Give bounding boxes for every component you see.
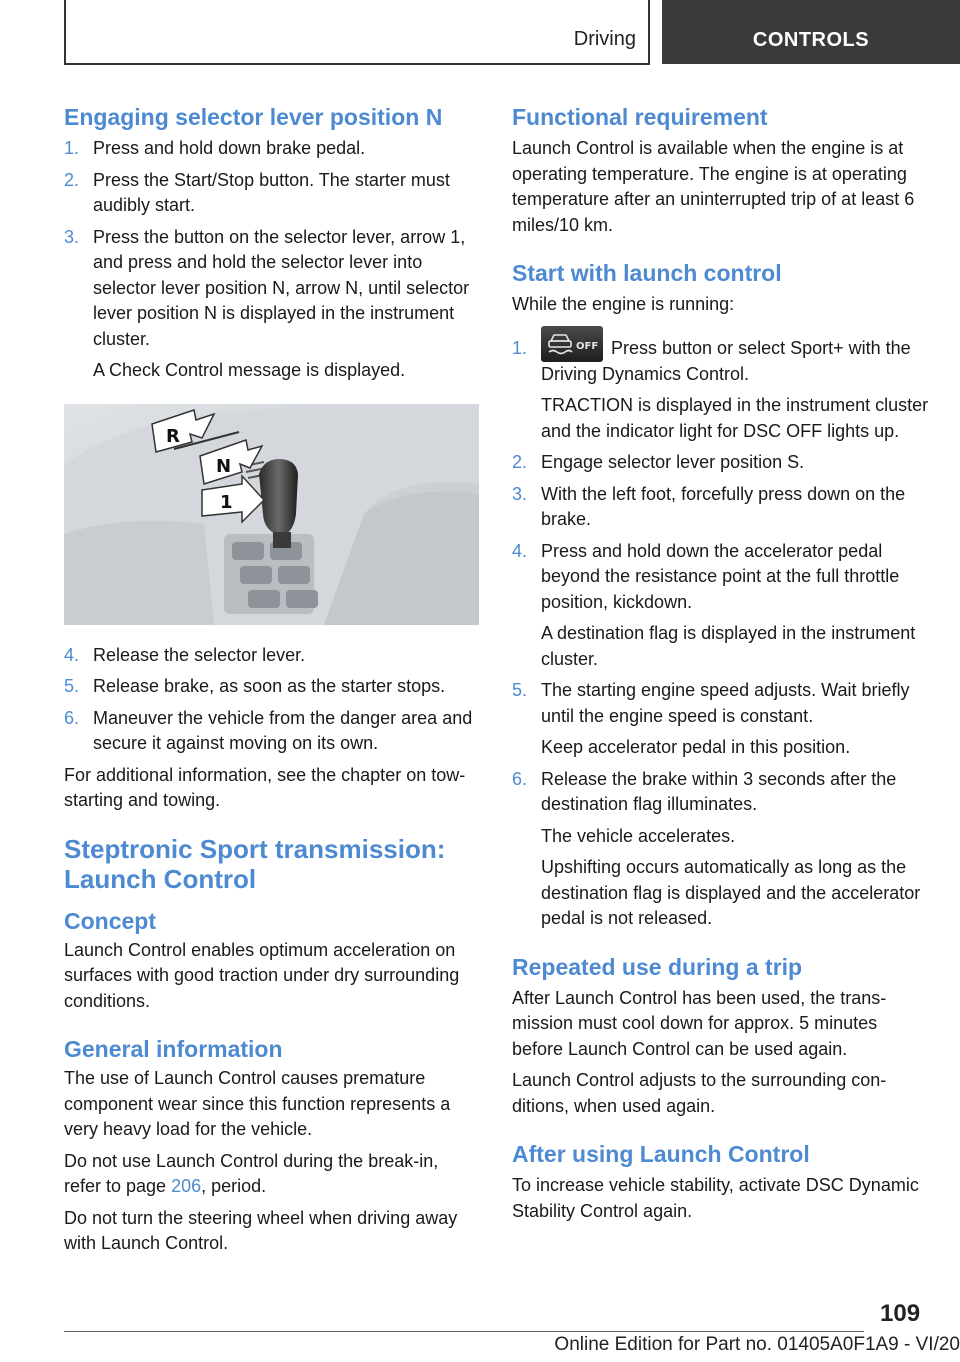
page-link[interactable]: 206	[171, 1176, 202, 1196]
paragraph-general-3: Do not turn the steering wheel when driving away with Launch Control.	[64, 1207, 458, 1253]
list-item: 1. Press and hold down brake pedal.	[64, 138, 366, 158]
steps-engaging-n	[64, 136, 479, 384]
dsc-off-button-icon	[541, 326, 603, 362]
right-column	[512, 102, 930, 1230]
heading-after-launch-control: After using Launch Control	[512, 1141, 810, 1168]
page-number: 109	[880, 1300, 921, 1327]
steps-launch-control	[512, 336, 930, 932]
heading-start-launch-control: Start with launch control	[512, 260, 782, 286]
list-item: 4. Release the selector lever.	[64, 644, 306, 665]
selector-lever-figure	[64, 404, 479, 625]
selector-lever-illustration	[64, 404, 479, 625]
list-item: 3. With the left foot, forcefully press down on the brake.	[512, 483, 906, 530]
svg-text:1: 1	[220, 491, 233, 513]
paragraph-concept: Launch Control enables optimum acceleration on surfaces with good traction under dry surrounding conditions.	[64, 939, 460, 1011]
lever-base	[273, 532, 291, 548]
paragraph-functional: Launch Control is available when the engine is at operating temperature. The engine is at operating temperature after an uninterrupted trip of at least 6 miles/10 km.	[512, 138, 915, 235]
paragraph-general-1: The use of Launch Control causes premature component wear since this function represents a very heavy load for the vehicle.	[64, 1068, 451, 1139]
footer-edition: Online Edition for Part no. 01405A0F1A9 - VI/20	[554, 1334, 960, 1355]
footer-rule	[64, 1331, 864, 1332]
list-item: 3. Press the button on the selector lever, arrow 1, and press and hold the selector lever into selector lever position N, arrow N, until selector lever position N is displayed in the instrument cluster. A Check Control message is displayed.	[64, 226, 470, 380]
button-panel	[224, 534, 318, 614]
heading-steptronic-launch-control: Steptronic Sport transmission: Launch Control	[64, 833, 446, 894]
svg-text:OFF: OFF	[576, 340, 599, 352]
paragraph-start: While the engine is running:	[512, 294, 735, 314]
paragraph-repeated-1: After Launch Control has been used, the transmission must cool down for approx. 5 minutes before Launch Control can be used again.	[512, 987, 887, 1059]
list-item: 5. The starting engine speed adjusts. Wait briefly until the engine speed is constant. Keep accelerator pedal in this position.	[512, 680, 910, 758]
heading-general-information: General information	[64, 1036, 283, 1062]
header-separator	[648, 0, 650, 64]
header-left-rule	[64, 0, 66, 64]
list-item: 4. Press and hold down the accelerator pedal beyond the resistance point at the full throttle position, kickdown. A destination flag is displayed in the instrument cluster.	[512, 540, 916, 669]
paragraph-after: To increase vehicle stability, activate DSC Dynamic Stability Control again.	[512, 1175, 919, 1221]
selector-lever	[259, 459, 298, 534]
header-chapter-tab: CONTROLS	[662, 0, 960, 64]
heading-concept: Concept	[64, 907, 156, 934]
steps-release	[64, 643, 479, 757]
heading-functional-requirement: Functional requirement	[512, 104, 768, 130]
paragraph-additional-info: For additional information, see the chapter on tow-starting and towing.	[64, 764, 466, 810]
list-item: 5. Release brake, as soon as the starter stops.	[64, 676, 446, 696]
list-item: 6. Maneuver the vehicle from the danger area and secure it against moving on its own.	[64, 707, 473, 753]
paragraph-repeated-2: Launch Control adjusts to the surrounding conditions, when used again.	[512, 1070, 887, 1116]
header-bottom-rule	[64, 63, 650, 65]
list-item: 1. OFF Press button or select Sport+ with the Driving Dynamics Control. TRACTION is displayed in the instrument cluster and the indicator light for DSC OFF lights up.	[512, 336, 930, 445]
list-item: 2. Engage selector lever position S.	[512, 452, 805, 473]
heading-repeated-use: Repeated use during a trip	[512, 953, 803, 980]
svg-text:N: N	[216, 455, 232, 477]
list-item: 2. Press the Start/Stop button. The starter must audibly start.	[64, 169, 450, 215]
side-panel	[64, 520, 214, 624]
left-column	[64, 102, 479, 1263]
svg-text:R: R	[166, 425, 180, 447]
header-section: Driving	[573, 28, 636, 50]
paragraph-general-2: Do not use Launch Control during the break-in, refer to page 206, period.	[64, 1150, 439, 1196]
list-item: 6. Release the brake within 3 seconds after the destination flag illuminates. The vehicle accelerates. Upshifting occurs automatically as long as the destination flag is displayed and the accelerator pedal is not released.	[512, 768, 921, 929]
heading-engaging-n: Engaging selector lever position N	[64, 104, 443, 130]
